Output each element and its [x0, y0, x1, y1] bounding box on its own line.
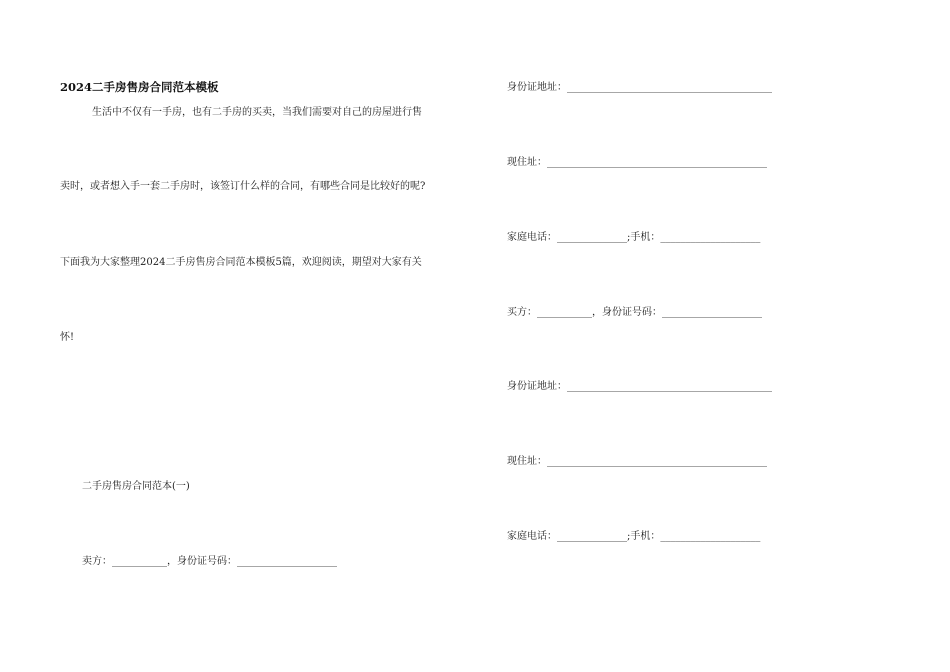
phone-line-2: 家庭电话：______________;手机：____________________ — [507, 531, 761, 542]
current-address-line-2: 现住址：____________________________________________ — [507, 456, 767, 467]
buyer-id-line: 买方：___________，身份证号码：____________________ — [507, 307, 762, 318]
current-address-line-1: 现住址：____________________________________________ — [507, 157, 767, 168]
intro-line-3: 下面我为大家整理2024二手房售房合同范本模板5篇，欢迎阅读，期望对大家有关 — [60, 257, 422, 268]
intro-line-2: 卖时，或者想入手一套二手房时，该签订什么样的合同，有哪些合同是比较好的呢? — [60, 181, 426, 192]
intro-line-4: 怀! — [60, 332, 75, 343]
phone-line-1: 家庭电话：______________;手机：____________________ — [507, 232, 761, 243]
seller-id-line: 卖方：___________，身份证号码：____________________ — [82, 556, 337, 567]
id-address-line-1: 身份证地址：_________________________________________ — [507, 82, 772, 93]
intro-line-1: 生活中不仅有一手房，也有二手房的买卖，当我们需要对自己的房屋进行售 — [92, 107, 422, 118]
document-title: 2024二手房售房合同范本模板 — [60, 80, 219, 94]
section-heading: 二手房售房合同范本(一) — [82, 481, 190, 492]
id-address-line-2: 身份证地址：_________________________________________ — [507, 381, 772, 392]
